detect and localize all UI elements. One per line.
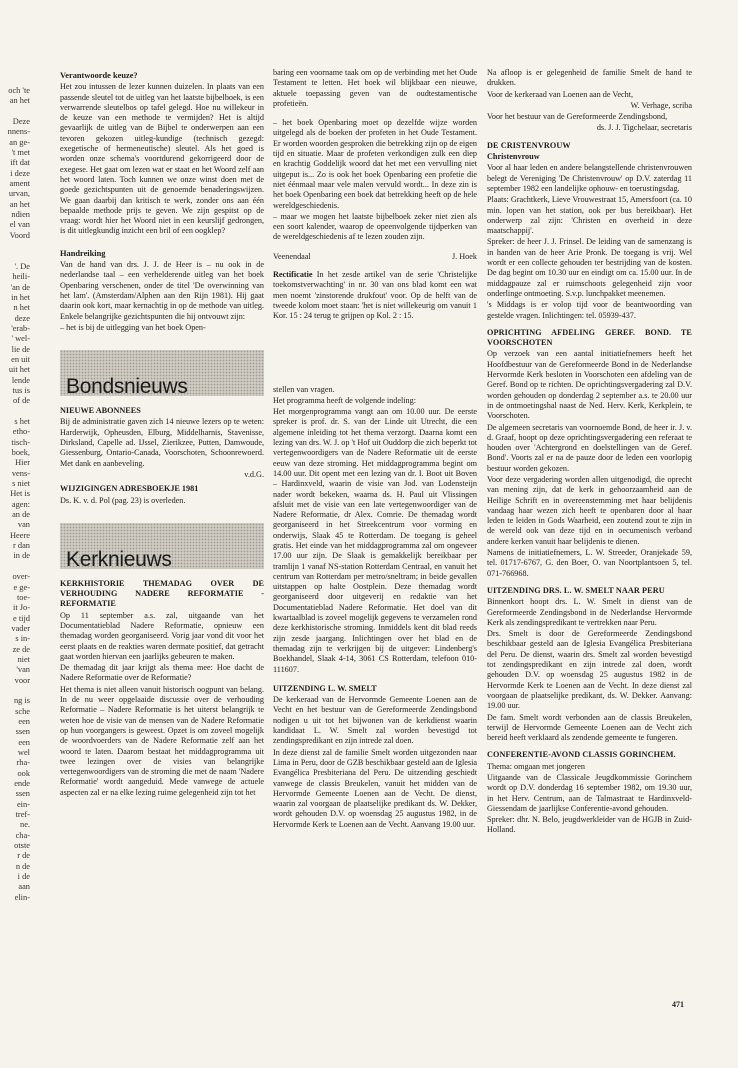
rectificatie bbox=[273, 270, 477, 321]
paragraph: stellen van vragen. bbox=[273, 384, 335, 394]
paragraph: Spreker: dhr. N. Belo, jeugdwerkleider van de HGJB in Zuid-Holland. bbox=[487, 815, 692, 835]
paragraph: baring een voorname taak om op de verbinding met het Oude Testament te letten. Het boek wil blijkbaar een nieuwe, aktuele toepassing geven van de oudtestamentische profetieën. bbox=[273, 68, 477, 108]
fragment-line: nnens- bbox=[7, 127, 30, 137]
fragment-line: toe- bbox=[16, 592, 30, 602]
fragment-line: Deze bbox=[12, 117, 30, 127]
fragment-line: vader bbox=[11, 623, 30, 633]
paragraph: 's Middags is er volop tijd voor de beantwoording van gestelde vragen. Inlichtingen: tel. 05939-437. bbox=[487, 300, 692, 320]
fragment-line: an de bbox=[12, 510, 30, 520]
fragment-line bbox=[0, 241, 30, 251]
fragment-line bbox=[0, 686, 30, 696]
paragraph: In deze dienst zal de familie Smelt worden uitgezonden naar Lima in Peru, door de GZB beschikbaar gesteld aan de Iglesia Evangélica Presbiteriana del Peru. De uitzending geschiedt vanwege de classis Breukelen, vanuit het midden van de Hervormde Gemeente Loenen aan de Vecht. De dienst, waarin zal voorgaan de plaatselijke predikant ds. W. Dekker, wordt gehouden D.V. op woensdag 25 augustus 1982, in de Hervormde Kerk te Loenen aan de Vecht. Aanvang 19.00 uur. bbox=[273, 747, 477, 829]
paragraph: Spreker: de heer J. J. Frinsel. De leiding van de samenzang is in handen van de heer Arie Pronk. De toegang is vrij. Wel wordt er een collecte gehouden ter bestrijding van de kosten. De dag begint om 10.30 uur en eindigt om ca. 15.00 uur. In de middagpauze zal er ruimschoots gelegenheid zijn voor onderlinge ontmoeting. S.v.p. lunchpakket meenemen. bbox=[487, 237, 692, 298]
fragment-line: ament bbox=[9, 179, 30, 189]
fragment-line: voor bbox=[14, 675, 30, 685]
kerknieuws-banner bbox=[60, 523, 264, 569]
fragment-line: an het bbox=[9, 199, 30, 209]
fragment-line: an het bbox=[9, 96, 30, 106]
fragment-line: in het bbox=[11, 292, 30, 302]
fragment-line bbox=[0, 562, 30, 572]
fragment-line: e ge- bbox=[13, 582, 30, 592]
paragraph: Het thema is niet alleen vanuit historisch oogpunt van belang. In de nu weer opgelaaide discussie over de verhouding Reformatie – Nadere Reformatie is het uiterst belangrijk te weten hoe de visie van de mensen van de Nadere Reformatie op hun voorgangers is geweest. Opzet is om zoveel mogelijk de woordvoerders van de Nadere Reformatie zelf aan het woord te laten. Daarom bestaat het middagprogramma uit twee lezingen over de visies van belangrijke vertegenwoordigers van de stroming die met de naam 'Nadere Reformatie' wordt aangeduid. Mede vanwege de actuele aspecten zal er na elke lezing ruime gelegenheid zijn tot het bbox=[60, 684, 264, 797]
fragment-line: ein- bbox=[16, 799, 30, 809]
paragraph: Voor al haar leden en andere belangstellende christenvrouwen belegt de Vereniging 'De Christenvrouw' op D.V. zaterdag 11 september 1982 een landelijke ophouw- en toerustingsdag. bbox=[487, 163, 692, 193]
heading-uitzending-peru: UITZENDING DRS. L. W. SMELT NAAR PERU bbox=[487, 585, 665, 595]
heading-cristenvrouw: DE CRISTENVROUW bbox=[487, 140, 571, 150]
fragment-line: 'an de bbox=[10, 282, 30, 292]
fragment-line: elin- bbox=[14, 892, 30, 902]
paragraph: De themadag dit jaar krijgt als thema mee: Hoe dacht de Nadere Reformatie over de Reformatie? bbox=[60, 663, 264, 683]
paragraph: – maar we mogen het laatste bijbelboek zeker niet zien als een soort kalender, waarop de opeenvolgende tijdperken van de wereldgeschiedenis af te lezen zouden zijn. bbox=[273, 211, 477, 242]
paragraph: Op 11 september a.s. zal, uitgaande van het Documentatieblad Nadere Reformatie, opnieuw een themadag worden georganiseerd. Vorig jaar vond dit voor het eerst plaats en de reakties waren dermate positief, dat getracht gaat worden hiervan een jaarlijks gebeuren te maken. bbox=[60, 610, 264, 661]
fragment-line: s het bbox=[14, 417, 30, 426]
fragment-line: ook bbox=[17, 768, 30, 778]
paragraph: Plaats: Grachtkerk, Lieve Vrouwestraat 15, Amersfoort (ca. 10 min. lopen van het station, ook per bus bereikbaar). Het onderwerp zal zijn: 'Christen en overheid in deze maatschappij'. bbox=[487, 195, 692, 236]
paragraph: Thema: omgaan met jongeren bbox=[487, 761, 585, 771]
fragment-line: ze de bbox=[12, 644, 30, 654]
paragraph: Het zou intussen de lezer kunnen duizelen. In plaats van een passende sleutel tot de uitleg van het laatste bijbelboek, is een verwarrende sleutelbos op tafel gelegd. Hoe nu willekeur in de keuze van een methode te vermijden? Het is altijd gevaarlijk de uitleg van de Bijbel te onderwerpen aan een tevoren gekozen uitleg-kundige (technisch gezegd: exegetische of hermeneutische) sleutel. Als het goed is worden onze schema's voortdurend gekorrigeerd door de exegese. Het gaat om lezen wat er staat en het Woord zelf aan het woord laten. Toch kunnen we onze winst doen met de goede gezichtspunten uit de genoemde benaderingswijzen. We gaan daarbij dan kritisch te werk, zonder ons aan één bepaalde methode prijs te geven. We zijn gespitst op de vraag: wordt hier het Woord niet in een keurslijf gedrongen, is dit uitlegkundig inzicht een bril of een oogklep? bbox=[60, 82, 264, 236]
fragment-line: een bbox=[18, 716, 30, 726]
fragment-line: ne. bbox=[20, 820, 30, 830]
fragment-line: of de bbox=[13, 396, 30, 406]
paragraph: Bij de administratie gaven zich 14 nieuwe lezers op te weten: Harderwijk, Opheusden, Elburg, Middelharnis, Stavenisse, Dirksland, Capelle ad. IJssel, Zierikzee, Putten, Damwoude, Giessenburg, Ontario-Canada, Voorschoten, Schoonrewoerd. Met dank en aanbeveling. bbox=[60, 417, 264, 468]
fragment-line: an ge- bbox=[9, 137, 30, 147]
fragment-line: '. De bbox=[14, 261, 30, 271]
author-signature bbox=[273, 252, 477, 262]
fragment-line: otste bbox=[14, 841, 30, 851]
signature: v.d.G. bbox=[244, 469, 264, 479]
paragraph: – het boek Openbaring moet op dezelfde wijze worden uitgelegd als de boeken der profeten in het Oude Testament. Er worden woorden gesproken die betrekking zijn op de eigen tijd en situatie. Maar de profeten verkondigen zulk een diep en krachtig Goddelijk woord dat het met een vervulling niet uitgeput is... Zo is ook het boek Openbaring een profetie die niet éénmaal maar vele malen vervuld wordt... In deze zin is het boek Openbaring een boek dat betrekking heeft op de hele wereldgeschiedenis. bbox=[273, 118, 477, 210]
fragment-line: niet bbox=[17, 654, 30, 664]
fragment-line: etho- bbox=[12, 427, 30, 437]
paragraph: Drs. Smelt is door de Gereformeerde Zendingsbond beschikbaar gesteld aan de Iglesia Evangélica Presbiteriana del Peru. De dienst, waarin drs. Smelt zal worden bevestigd tot zendingspredikant en zijn intrede zal doen, wordt gehouden D.V. op woensdag 25 augustus 1982 in de Hervormde Kerk te Loenen aan de Vecht. In deze dienst zal voorgaan de plaatselijke predikant, ds. W. Dekker. Aanvang: 19.00 uur. bbox=[487, 629, 692, 711]
fragment-line: Hier bbox=[15, 458, 30, 468]
paragraph: Voor deze vergadering worden allen uitgenodigd, die oprecht van mening zijn, dat de kerk in gehoorzaamheid aan de Heilige Schrift en in overeenstemming met haar belijdenis vandaag haar wezen zich heeft te openbaren door al haar leden te leiden in Gods Waarheid, een zoutend zout te zijn in de wereld ook van deze tijd en in oecumenisch verband andere kerken vanuit haar belijdenis te dienen. bbox=[487, 474, 692, 546]
page-number: 471 bbox=[672, 1000, 684, 1009]
fragment-line: r dan bbox=[13, 541, 30, 551]
paragraph: Namens de initiatiefnemers, L. W. Streeder, Oranjekade 59, tel. 01717-6767, G. den Boer, O. van Noortplantsoen 5, tel. 071-766968. bbox=[487, 548, 692, 578]
fragment-line: in de bbox=[13, 551, 30, 561]
paragraph: Voor het bestuur van de Gereformeerde Zendingsbond, bbox=[487, 112, 668, 122]
fragment-line: 't met bbox=[11, 148, 30, 158]
paragraph: De algemeen secretaris van voornoemde Bond, de heer ir. J. v. d. Graaf, hoopt op deze oprichtingsvergadering een referaat te houden over 'Achtergrond en doelstellingen van de Geref. Bond'. Voorts zal er na de pauze door de leden een voorlopig bestuur worden gekozen. bbox=[487, 422, 692, 473]
fragment-line: ndien bbox=[11, 210, 30, 220]
heading-uitzending-smelt: UITZENDING L. W. SMELT bbox=[273, 683, 377, 693]
kerknieuws-label: Kerknieuws bbox=[66, 547, 172, 571]
fragment-line: n de bbox=[15, 861, 30, 871]
fragment-line: ift dat bbox=[10, 158, 30, 168]
fragment-line: sche bbox=[15, 706, 30, 716]
fragment-line: lende bbox=[11, 375, 30, 385]
paragraph: – het is bij de uitlegging van het boek Open- bbox=[60, 322, 206, 332]
fragment-line: vens- bbox=[11, 468, 30, 478]
paragraph: Ds. K. v. d. Pol (pag. 23) is overleden. bbox=[60, 495, 186, 505]
fragment-line: ng is bbox=[13, 696, 30, 706]
fragment-line: lie de bbox=[11, 344, 30, 354]
fragment-line: heili- bbox=[12, 272, 30, 282]
fragment-line: r de bbox=[17, 851, 30, 861]
left-page-fragments bbox=[0, 86, 30, 903]
fragment-line bbox=[0, 107, 30, 117]
fragment-line: s in- bbox=[15, 634, 30, 644]
fragment-line: n het bbox=[13, 303, 30, 313]
paragraph: Uitgaande van de Classicale Jeugdkommissie Gorinchem wordt op D.V. donderdag 16 september 1982, om 19.30 uur, in het Herv. Centrum, aan de Talmastraat te Hardinxveld-Giessendam de jaarlijkse Conferentie-avond gehouden. bbox=[487, 773, 692, 813]
heading-oprichting: OPRICHTING AFDELING GEREF. BOND. TE VOORSCHOTEN bbox=[487, 327, 692, 348]
fragment-line bbox=[0, 407, 30, 417]
fragment-line: tisch- bbox=[11, 437, 30, 447]
fragment-line: agen: bbox=[11, 499, 30, 509]
fragment-line: boek, bbox=[11, 448, 30, 458]
heading-conferentie: CONFERENTIE-AVOND CLASSIS GORINCHEM. bbox=[487, 750, 676, 760]
paragraph: Van de hand van drs. J. J. de Heer is – nu ook in de nederlandse taal – een verhelderende uitleg van het boek Openbaring verschenen, onder de titel 'De overwinning van het lam'. (Amsterdam/Alphen aan den Rijn 1981). Hij gaat daarin ook kort, maar kernachtig in op de methode van uitleg. Enkele belangrijke gezichtspunten die hij ontvouwt zijn: bbox=[60, 260, 264, 321]
heading-kerkhistorie: KERKHISTORIE THEMADAG OVER DE VERHOUDING NADERE REFORMATIE - REFORMATIE bbox=[60, 578, 264, 609]
fragment-line: tus is bbox=[12, 385, 30, 395]
heading-nieuwe-abonnees: NIEUWE ABONNEES bbox=[60, 406, 141, 416]
fragment-line: 'van bbox=[16, 665, 30, 675]
fragment-line: e tijd bbox=[13, 613, 30, 623]
heading-verantwoorde-keuze: Verantwoorde keuze? bbox=[60, 71, 138, 80]
fragment-line: och 'te bbox=[8, 86, 30, 95]
fragment-line: i deze bbox=[10, 168, 30, 178]
signature: ds. J. J. Tigchelaar, secretaris bbox=[596, 123, 692, 133]
subheading-christenvrouw: Christenvrouw bbox=[487, 152, 540, 162]
fragment-line: een bbox=[18, 737, 30, 747]
fragment-line: i de bbox=[17, 872, 30, 882]
rectificatie-label: Rectificatie bbox=[273, 270, 313, 280]
paragraph: Binnenkort hoopt drs. L. W. Smelt in dienst van de Gereformeerde Zendingsbond in de Nederlandse Hervormde Kerk als zendingspredikant te vertrekken naar Peru. bbox=[487, 597, 692, 627]
fragment-line: Voord bbox=[9, 230, 30, 240]
signature-name: J. Hoek bbox=[451, 251, 477, 261]
heading-wijzigingen: WIJZIGINGEN ADRESBOEKJE 1981 bbox=[60, 484, 199, 494]
fragment-line: el van bbox=[9, 220, 30, 230]
column-3 bbox=[487, 68, 692, 837]
column-2 bbox=[273, 68, 477, 831]
paragraph: De fam. Smelt wordt verbonden aan de classis Breukelen, terwijl de Hervormde Gemeente Loenen aan de Vecht zich bereid heeft verklaard als zendende gemeente te fungeren. bbox=[487, 712, 692, 743]
signature: W. Verhage, scriba bbox=[630, 100, 692, 110]
paragraph: Voor de kerkeraad van Loenen aan de Vecht, bbox=[487, 89, 634, 99]
fragment-line: it Jo- bbox=[13, 603, 30, 613]
paragraph: Het morgenprogramma vangt aan om 10.00 uur. De eerste spreker is prof. dr. S. van der Linde uit Utrecht, die een algemene inleiding tot het thema verzorgt. Daarna komt een lezing van drs. W. J. op 't Hof uit Ouddorp die zich beperkt tot vertegenwoordigers van de Nadere Reformatie uit de eerste eeuw van deze stroming. Het middagprogramma begint om 14.00 uur. Dit opent met een lezing van dr. I. Boot uit Boven – Hardinxveld, waarin de visie van Jod. van Lodensteijn nader wordt bekeken, waarna ds. H. Paul uit Vlissingen afsluit met de visie van een late vertegenwoordiger van de Nadere Reformatie, dr Alex. Comrie. De themadag wordt georganiseerd in het Streekcentrum voor vorming en onderwijs, Slaak 45 te Rotterdam. De toegang is geheel gratis. Het einde van het middagprogramma zal om ongeveer 17.00 uur zijn. De Slaak is gemakkelijk bereikbaar per tramlijn 1 vanaf NS-station Rotterdam Centraal, en vanuit het centrum van Rotterdam per metro/sneltram; in beide gevallen uitstappen op halte Oostplein. Deze themadag wordt georganiseerd door uitgeverij en redaktie van het Documentatieblad Nadere Reformatie. Het doel van dit kwartaalblad is zoveel mogelijk gegevens te verzamelen rond deze kerkhistorische stroming. Inmiddels kent dit blad reeds zijn zesde jaargang. Inlichtingen over het blad en de themadag zijn te verkrijgen bij de uitgever: Lindenberg's Boekhandel, Slaak 4-14, 3061 CS Rotterdam, telefoon 010-111607. bbox=[273, 407, 477, 674]
fragment-line: en uit bbox=[11, 354, 30, 364]
fragment-line: ' wel- bbox=[11, 334, 30, 344]
fragment-line: uit het bbox=[8, 365, 30, 375]
fragment-line: 'erab- bbox=[11, 323, 30, 333]
heading-handreiking: Handreiking bbox=[60, 248, 106, 258]
fragment-line: wel bbox=[17, 748, 30, 757]
fragment-line: ssen bbox=[15, 727, 30, 737]
fragment-line: deze bbox=[14, 313, 30, 323]
bondsnieuws-banner bbox=[60, 350, 264, 396]
fragment-line: tref- bbox=[15, 810, 30, 820]
rectificatie-text: In het zesde artikel van de serie 'Christelijke toekomstverwachting' in nr. 30 van ons blad komt een wat men noemt 'zinstorende drukfout' voor. Op de helft van de tweede kolom moet staan: 'het is niet willekeurig om vanuit 1 Kor. 15 : 24 terug te grijpen op Kol. 2 : 15. bbox=[273, 270, 477, 321]
fragment-line bbox=[0, 252, 30, 262]
paragraph: Na afloop is er gelegenheid de familie Smelt de hand te drukken. bbox=[487, 68, 692, 88]
bondsnieuws-label: Bondsnieuws bbox=[66, 374, 188, 398]
fragment-line: ende bbox=[14, 779, 30, 789]
column-1 bbox=[60, 68, 264, 799]
fragment-line: s niet bbox=[12, 479, 30, 489]
fragment-line: cha- bbox=[15, 830, 30, 840]
fragment-line: over- bbox=[12, 572, 30, 582]
fragment-line: rha- bbox=[16, 758, 30, 768]
fragment-line: urvan, bbox=[8, 189, 30, 199]
fragment-line: aan bbox=[18, 882, 30, 892]
paragraph: Het programma heeft de volgende indeling: bbox=[273, 395, 417, 405]
fragment-line: Heere bbox=[10, 530, 30, 540]
paragraph: De kerkeraad van de Hervormde Gemeente Loenen aan de Vecht en het bestuur van de Gereformeerde Zendingsbond nodigen u uit tot het bijwonen van de kerkdienst waarin kandidaat L. W. Smelt zal worden bevestigd tot zendingspredikant en zijn intrede zal doen. bbox=[273, 695, 477, 746]
signature-place: Veenendaal bbox=[273, 251, 311, 261]
fragment-line: Het is bbox=[10, 489, 30, 499]
fragment-line: van bbox=[17, 520, 30, 530]
fragment-line: ssen bbox=[15, 789, 30, 799]
paragraph: Op verzoek van een aantal initiatiefnemers heeft het Hoofdbestuur van de Gereformeerde Bond in de Nederlandse Hervormde Kerk besloten in Voorschoten een afdeling van de Geref. Bond op te richten. De oprichtingsvergadering zal D.V. worden gehouden op donderdag 2 september a.s. te 20.00 uur in de ontmoetingshal naast de Ned. Herv. Kerk, Kerkplein, te Voorschoten. bbox=[487, 349, 692, 421]
